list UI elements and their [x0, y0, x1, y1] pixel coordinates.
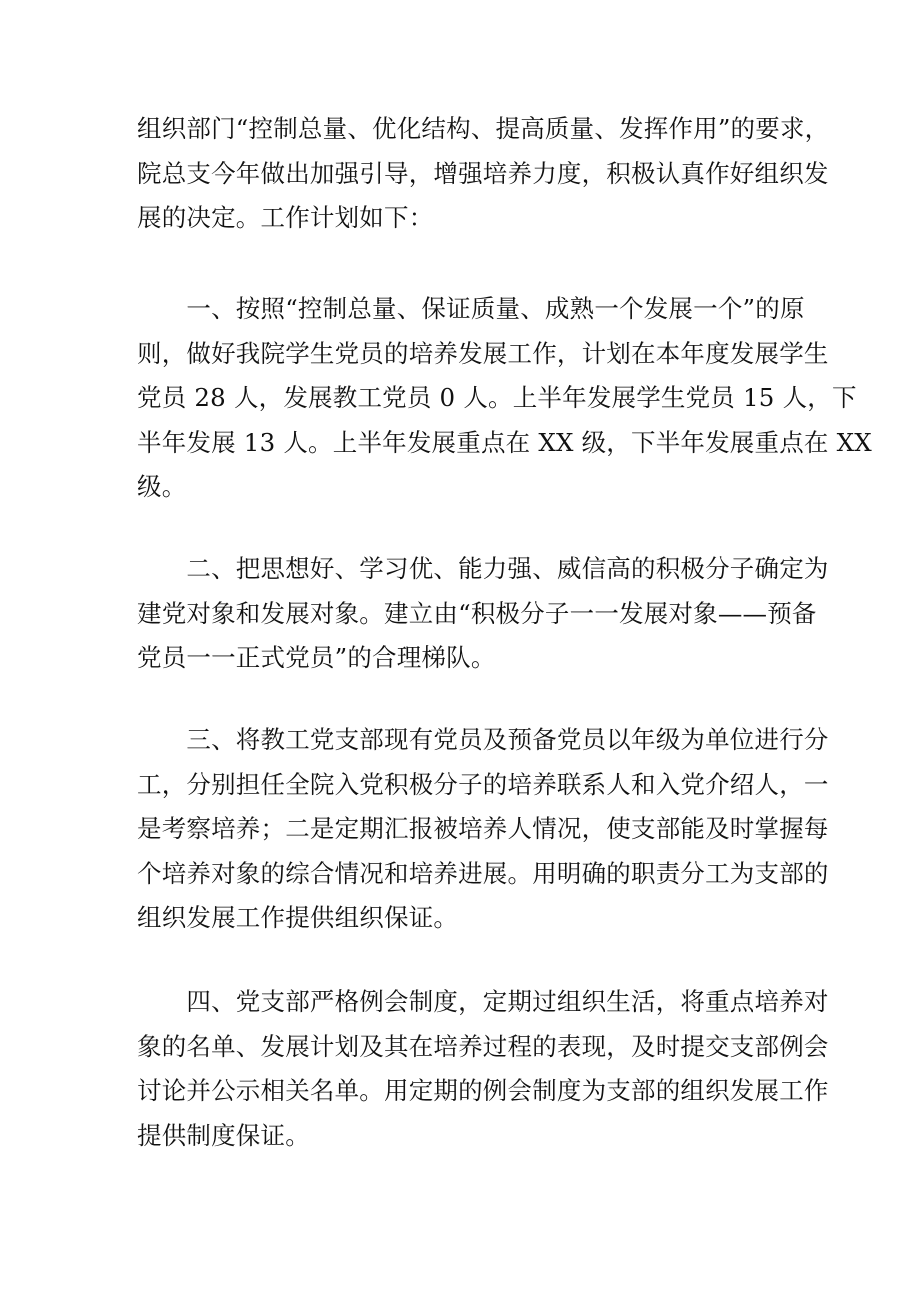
paragraph-item-4: [137, 980, 829, 1158]
text-line: 院总支今年做出加强引导，增强培养力度，积极认真作好组织发: [137, 158, 829, 188]
text-line: 提供制度保证。: [137, 1120, 310, 1150]
text-line: 展的决定。工作计划如下：: [137, 203, 434, 232]
text-line: 个培养对象的综合情况和培养进展。用明确的职责分工为支部的: [137, 858, 829, 888]
text-line: 象的名单、发展计划及其在培养过程的表现，及时提交支部例会: [137, 1031, 829, 1061]
paragraph-item-3: [137, 718, 829, 941]
text-line: 二、把思想好、学习优、能力强、威信高的积极分子确定为: [137, 554, 829, 583]
text-line: 党员 28 人，发展教工党员 0 人。上半年发展学生党员 15 人，下: [137, 383, 857, 412]
text-line: 讨论并公示相关名单。用定期的例会制度为支部的组织发展工作: [137, 1076, 829, 1105]
text-line: 半年发展 13 人。上半年发展重点在 XX 级，下半年发展重点在 XX: [137, 427, 872, 457]
text-line: 一、按照“控制总量、保证质量、成熟一个发展一个”的原: [137, 294, 805, 323]
text-line: 三、将教工党支部现有党员及预备党员以年级为单位进行分: [137, 725, 829, 754]
text-line: 则，做好我院学生党员的培养发展工作，计划在本年度发展学生: [137, 338, 829, 368]
paragraph-item-1: [137, 287, 872, 510]
paragraph-item-2: [137, 547, 829, 681]
text-line: 党员一一正式党员”的合理梯队。: [137, 643, 496, 672]
text-line: 组织发展工作提供组织保证。: [137, 903, 459, 932]
text-line: 是考察培养；二是定期汇报被培养人情况，使支部能及时掌握每: [137, 814, 829, 843]
text-line: 建党对象和发展对象。建立由“积极分子一一发展对象——预备: [137, 598, 817, 628]
paragraph-intro: [137, 107, 830, 241]
text-line: 工，分别担任全院入党积极分子的培养联系人和入党介绍人，一: [137, 769, 829, 799]
text-line: 组织部门“控制总量、优化结构、提高质量、发挥作用”的要求，: [137, 114, 830, 143]
text-line: 四、党支部严格例会制度，定期过组织生活，将重点培养对: [137, 987, 829, 1016]
text-line: 级。: [137, 472, 187, 501]
